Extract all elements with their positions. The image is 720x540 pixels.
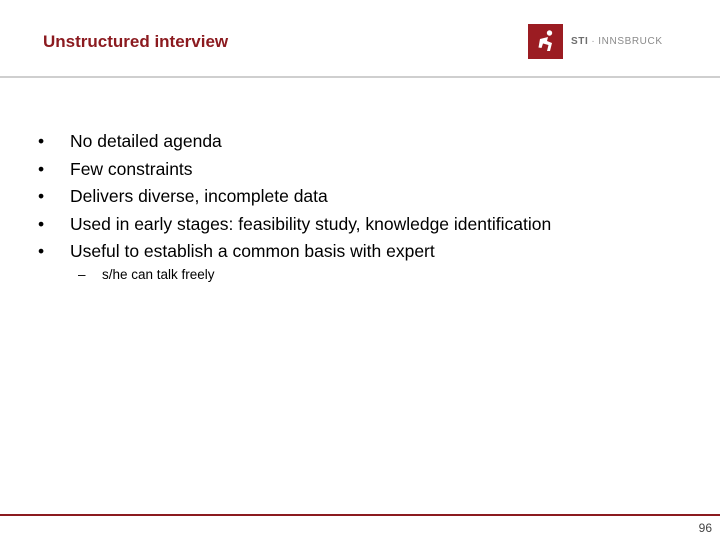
bullet-icon: •	[38, 158, 45, 179]
sti-logo-icon	[528, 24, 563, 59]
sti-innsbruck-logo	[528, 23, 663, 59]
bullet-item	[38, 128, 551, 156]
header-divider	[0, 76, 720, 78]
bullet-text: Useful to establish a common basis with expert	[70, 241, 435, 261]
sub-bullet-dash-icon: –	[78, 267, 86, 282]
bullet-icon: •	[38, 241, 45, 261]
footer-divider	[0, 514, 720, 516]
bullet-text: Few constraints	[70, 158, 193, 179]
slide-title: Unstructured interview	[43, 32, 229, 51]
logo-text-innsbruck: INNSBRUCK	[598, 35, 663, 47]
bullet-icon: •	[38, 186, 45, 206]
bullet-item	[38, 211, 551, 239]
bullet-icon: •	[38, 213, 45, 234]
bullet-text: Used in early stages: feasibility study, knowledge identification	[70, 213, 552, 234]
logo-text-separator: ·	[591, 35, 596, 47]
bullet-item	[38, 238, 551, 266]
bullet-text: Delivers diverse, incomplete data	[70, 186, 328, 206]
logo-text	[571, 36, 663, 47]
bullet-icon: •	[38, 131, 45, 151]
bullet-item	[38, 156, 551, 184]
bullet-text: No detailed agenda	[70, 131, 222, 151]
logo-text-sti: STI	[571, 35, 589, 47]
sub-bullet-text: s/he can talk freely	[102, 267, 215, 282]
sub-bullet-item	[78, 266, 215, 284]
bullet-item	[38, 183, 551, 211]
page-number: 96	[698, 521, 712, 535]
bullet-list	[38, 128, 551, 266]
